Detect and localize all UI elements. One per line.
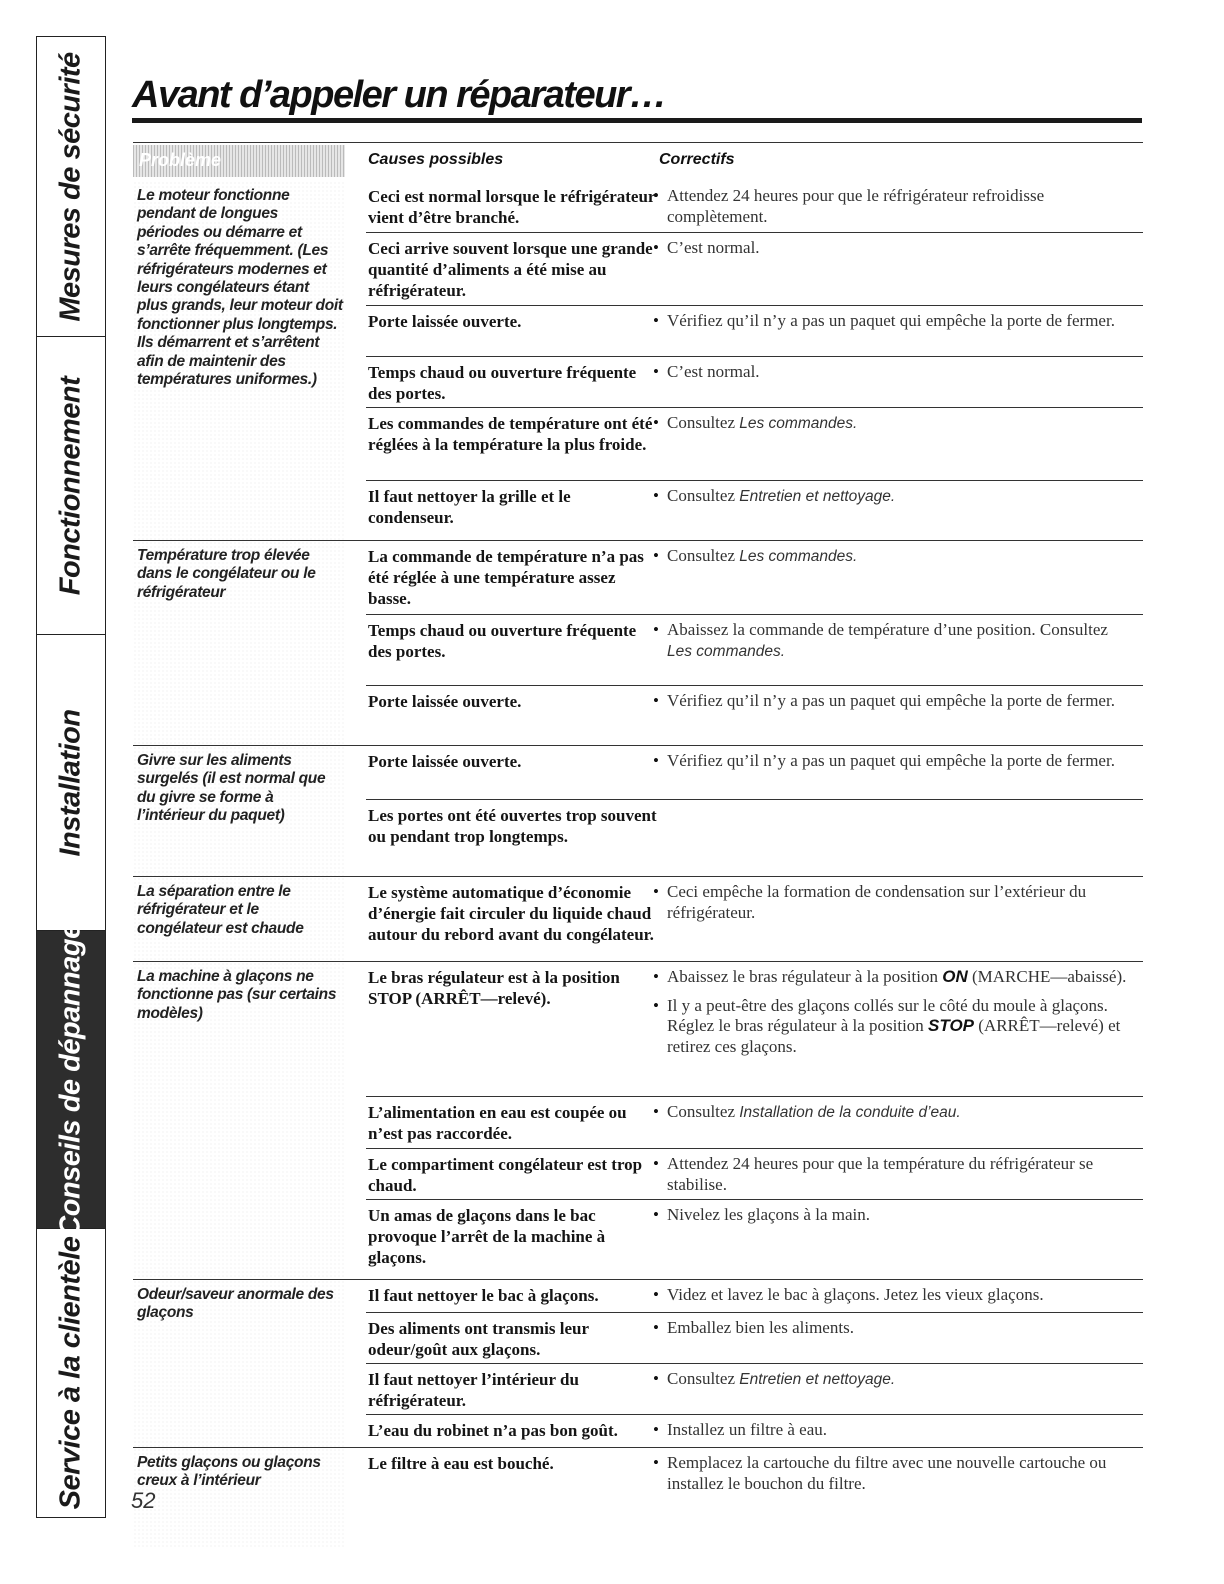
reference-link[interactable]: Entretien et nettoyage. — [739, 1371, 896, 1388]
fix-list — [653, 967, 1133, 1065]
fix-list — [653, 311, 1133, 340]
fix-text: Nivelez les glaçons à la main. — [667, 1205, 870, 1224]
tab-troubleshooting[interactable] — [37, 922, 105, 1237]
fix-list — [653, 413, 1133, 443]
cause-text: Il faut nettoyer l’intérieur du réfrigérateur. — [368, 1370, 579, 1410]
fix-list — [653, 486, 1133, 516]
table-row — [366, 1312, 1143, 1364]
fix-item — [653, 996, 1133, 1058]
problem-section — [133, 877, 1143, 962]
causes-header: Causes possibles — [368, 151, 504, 168]
table-row — [366, 614, 1143, 686]
fix-list — [653, 1205, 1133, 1234]
fixes-header: Correctifs — [659, 151, 735, 168]
fix-item — [653, 620, 1133, 662]
fix-text: Ceci empêche la formation de condensation sur l’extérieur du réfrigérateur. — [667, 882, 1087, 922]
fix-list — [653, 691, 1133, 720]
fix-text: Remplacez la cartouche du filtre avec une nouvelle cartouche ou installez le bouchon du filtre. — [667, 1453, 1107, 1493]
fix-text: Il y a peut-être des glaçons collés sur le côté du moule à glaçons. Réglez le bras régulateur à la position — [667, 995, 1108, 1035]
problem-section — [133, 1448, 1143, 1548]
cause-text: Ceci est normal lorsque le réfrigérateur vient d’être branché. — [368, 187, 656, 227]
page-title: Avant d’appeler un réparateur… — [132, 74, 666, 116]
fix-item — [653, 311, 1133, 332]
fix-text: Consultez — [667, 1102, 740, 1121]
fix-item — [653, 546, 1133, 568]
tab-safety[interactable] — [37, 37, 105, 337]
setting-keyword: ON — [942, 967, 968, 986]
cause-text: L’eau du robinet n’a pas bon goût. — [368, 1421, 618, 1440]
table-header — [133, 143, 1143, 181]
fix-item — [653, 967, 1133, 988]
fix-list — [653, 186, 1133, 235]
cause-text: Le système automatique d’économie d’énergie fait circuler du liquide chaud autour du rebord avant du congélateur. — [368, 883, 654, 944]
fix-text: Vérifiez qu’il n’y a pas un paquet qui empêche la porte de fermer. — [667, 751, 1115, 770]
fix-list — [653, 362, 1133, 391]
cause-text: Des aliments ont transmis leur odeur/goût aux glaçons. — [368, 1319, 589, 1359]
table-row — [366, 746, 1143, 799]
tab-installation[interactable] — [37, 635, 105, 931]
reference-link[interactable]: Les commandes. — [739, 548, 858, 565]
table-body — [133, 181, 1143, 1548]
fix-text: Videz et lavez le bac à glaçons. Jetez les vieux glaçons. — [667, 1285, 1044, 1304]
fix-item — [653, 1318, 1133, 1339]
problem-section — [133, 1280, 1143, 1448]
table-row — [366, 962, 1143, 1096]
cause-text: Un amas de glaçons dans le bac provoque l’arrêt de la machine à glaçons. — [368, 1206, 606, 1267]
problem-text: La séparation entre le réfrigérateur et le congélateur est chaude — [137, 883, 304, 937]
table-row — [366, 877, 1143, 962]
cause-text: La commande de température n’a pas été réglée à une température assez basse. — [368, 547, 644, 608]
fix-list — [653, 1420, 1133, 1449]
fix-text: Abaissez le bras régulateur à la position — [667, 967, 943, 986]
cause-text: Le bras régulateur est à la position STOP (ARRÊT—relevé). — [368, 968, 620, 1008]
fix-list — [653, 1453, 1133, 1502]
fix-text: Abaissez la commande de température d’une position. Consultez — [667, 620, 1108, 639]
fix-item — [653, 1205, 1133, 1226]
fix-list — [653, 238, 1133, 267]
fix-list — [653, 546, 1133, 576]
fix-item — [653, 751, 1133, 772]
fix-list — [653, 620, 1133, 670]
fix-text: Vérifiez qu’il n’y a pas un paquet qui empêche la porte de fermer. — [667, 311, 1115, 330]
fix-text: Emballez bien les aliments. — [667, 1318, 854, 1337]
fix-text: C’est normal. — [667, 362, 760, 381]
fix-item — [653, 413, 1133, 435]
fix-list — [653, 751, 1133, 780]
table-row — [366, 1414, 1143, 1449]
fix-text: Consultez — [667, 413, 740, 432]
fix-text: (ARRÊT—relevé) et retirez ces glaçons. — [667, 1016, 1121, 1056]
fix-item — [653, 1285, 1133, 1306]
table-row — [366, 1096, 1143, 1149]
fix-list — [653, 1369, 1133, 1399]
cause-text: Porte laissée ouverte. — [368, 692, 522, 711]
cause-text: Il faut nettoyer le bac à glaçons. — [368, 1286, 599, 1305]
table-row — [366, 799, 1143, 878]
problem-header-label: Problème — [139, 150, 222, 170]
fix-item — [653, 1420, 1133, 1441]
fix-text: Consultez — [667, 1369, 740, 1388]
table-row — [366, 1280, 1143, 1312]
troubleshooting-table — [133, 142, 1143, 1548]
table-row — [366, 541, 1143, 614]
tab-operation[interactable] — [37, 337, 105, 635]
tab-label: Conseils de dépannage — [54, 922, 87, 1237]
table-row — [366, 305, 1143, 357]
tab-label: Service à la clientèle — [54, 1236, 87, 1510]
setting-keyword: STOP — [928, 1016, 975, 1035]
fix-item — [653, 486, 1133, 508]
problem-header — [133, 145, 345, 177]
fix-text: C’est normal. — [667, 238, 760, 257]
fix-text: Vérifiez qu’il n’y a pas un paquet qui empêche la porte de fermer. — [667, 691, 1115, 710]
cause-text: Temps chaud ou ouverture fréquente des portes. — [368, 621, 637, 661]
cause-text: Ceci arrive souvent lorsque une grande quantité d’aliments a été mise au réfrigérateur. — [368, 239, 653, 300]
table-row — [366, 1148, 1143, 1200]
problem-section — [133, 962, 1143, 1280]
reference-link[interactable]: Les commandes. — [667, 642, 786, 660]
fix-text: Consultez — [667, 546, 740, 565]
problem-text: Petits glaçons ou glaçons creux à l’intérieur — [137, 1454, 321, 1490]
fix-list — [653, 1102, 1133, 1132]
reference-link[interactable]: Entretien et nettoyage. — [739, 488, 896, 505]
cause-text: Porte laissée ouverte. — [368, 312, 522, 331]
fix-item — [653, 691, 1133, 712]
fix-list — [653, 1154, 1133, 1203]
fix-item — [653, 1154, 1133, 1195]
fix-item — [653, 1102, 1133, 1124]
fix-item — [653, 186, 1133, 227]
table-row — [366, 407, 1143, 481]
fix-list — [653, 1285, 1133, 1314]
table-row — [366, 356, 1143, 408]
cause-text: Les commandes de température ont été réglées à la température la plus froide. — [368, 414, 653, 454]
fix-item — [653, 882, 1133, 923]
table-row — [366, 685, 1143, 747]
page-number: 52 — [131, 1488, 156, 1513]
fix-list — [653, 1318, 1133, 1347]
cause-text: Il faut nettoyer la grille et le condenseur. — [368, 487, 571, 527]
problem-section — [133, 181, 1143, 541]
tab-customer-service[interactable] — [37, 1229, 105, 1517]
section-tabs — [36, 36, 106, 1518]
table-row — [366, 1199, 1143, 1281]
cause-text: Les portes ont été ouvertes trop souvent ou pendant trop longtemps. — [368, 806, 657, 846]
table-row — [366, 480, 1143, 542]
fix-item — [653, 238, 1133, 259]
tab-label: Fonctionnement — [54, 376, 87, 595]
fix-text: Consultez — [667, 486, 740, 505]
fix-text: Attendez 24 heures pour que le réfrigérateur refroidisse complètement. — [667, 186, 1045, 226]
problem-text: Le moteur fonctionne pendant de longues périodes ou démarre et s’arrête fréquemment. (Les réfrigérateurs modernes et leurs congélateurs étant plus grands, leur moteur doit fonctionner plus longtemps. Ils démarrent et s’arrêtent afin de maintenir des températures uniformes.) — [137, 187, 343, 389]
fix-list — [653, 882, 1133, 931]
fix-text: Attendez 24 heures pour que la température du réfrigérateur se stabilise. — [667, 1154, 1094, 1194]
fix-text: (MARCHE—abaissé). — [967, 967, 1127, 986]
fix-item — [653, 1369, 1133, 1391]
title-rule — [132, 118, 1142, 123]
cause-text: Temps chaud ou ouverture fréquente des portes. — [368, 363, 637, 403]
cause-text: Porte laissée ouverte. — [368, 752, 522, 771]
cause-text: L’alimentation en eau est coupée ou n’est pas raccordée. — [368, 1103, 627, 1143]
tab-label: Installation — [54, 708, 87, 857]
fix-item — [653, 1453, 1133, 1494]
problem-text: Odeur/saveur anormale des glaçons — [137, 1286, 334, 1322]
fix-text: Installez un filtre à eau. — [667, 1420, 828, 1439]
table-row — [366, 181, 1143, 232]
problem-text: Température trop élevée dans le congélateur ou le réfrigérateur — [137, 547, 316, 601]
cause-text: Le compartiment congélateur est trop chaud. — [368, 1155, 643, 1195]
table-row — [366, 232, 1143, 306]
problem-section — [133, 746, 1143, 877]
reference-link[interactable]: Installation de la conduite d’eau. — [739, 1104, 961, 1121]
cause-text: Le filtre à eau est bouché. — [368, 1454, 554, 1473]
reference-link[interactable]: Les commandes. — [739, 415, 858, 432]
table-row — [366, 1363, 1143, 1415]
problem-text: Givre sur les aliments surgelés (il est normal que du givre se forme à l’intérieur du paquet) — [137, 752, 326, 825]
fix-item — [653, 362, 1133, 383]
problem-text: La machine à glaçons ne fonctionne pas (sur certains modèles) — [137, 968, 337, 1022]
tab-label: Mesures de sécurité — [54, 51, 87, 322]
problem-section — [133, 541, 1143, 746]
table-row — [366, 1448, 1143, 1548]
